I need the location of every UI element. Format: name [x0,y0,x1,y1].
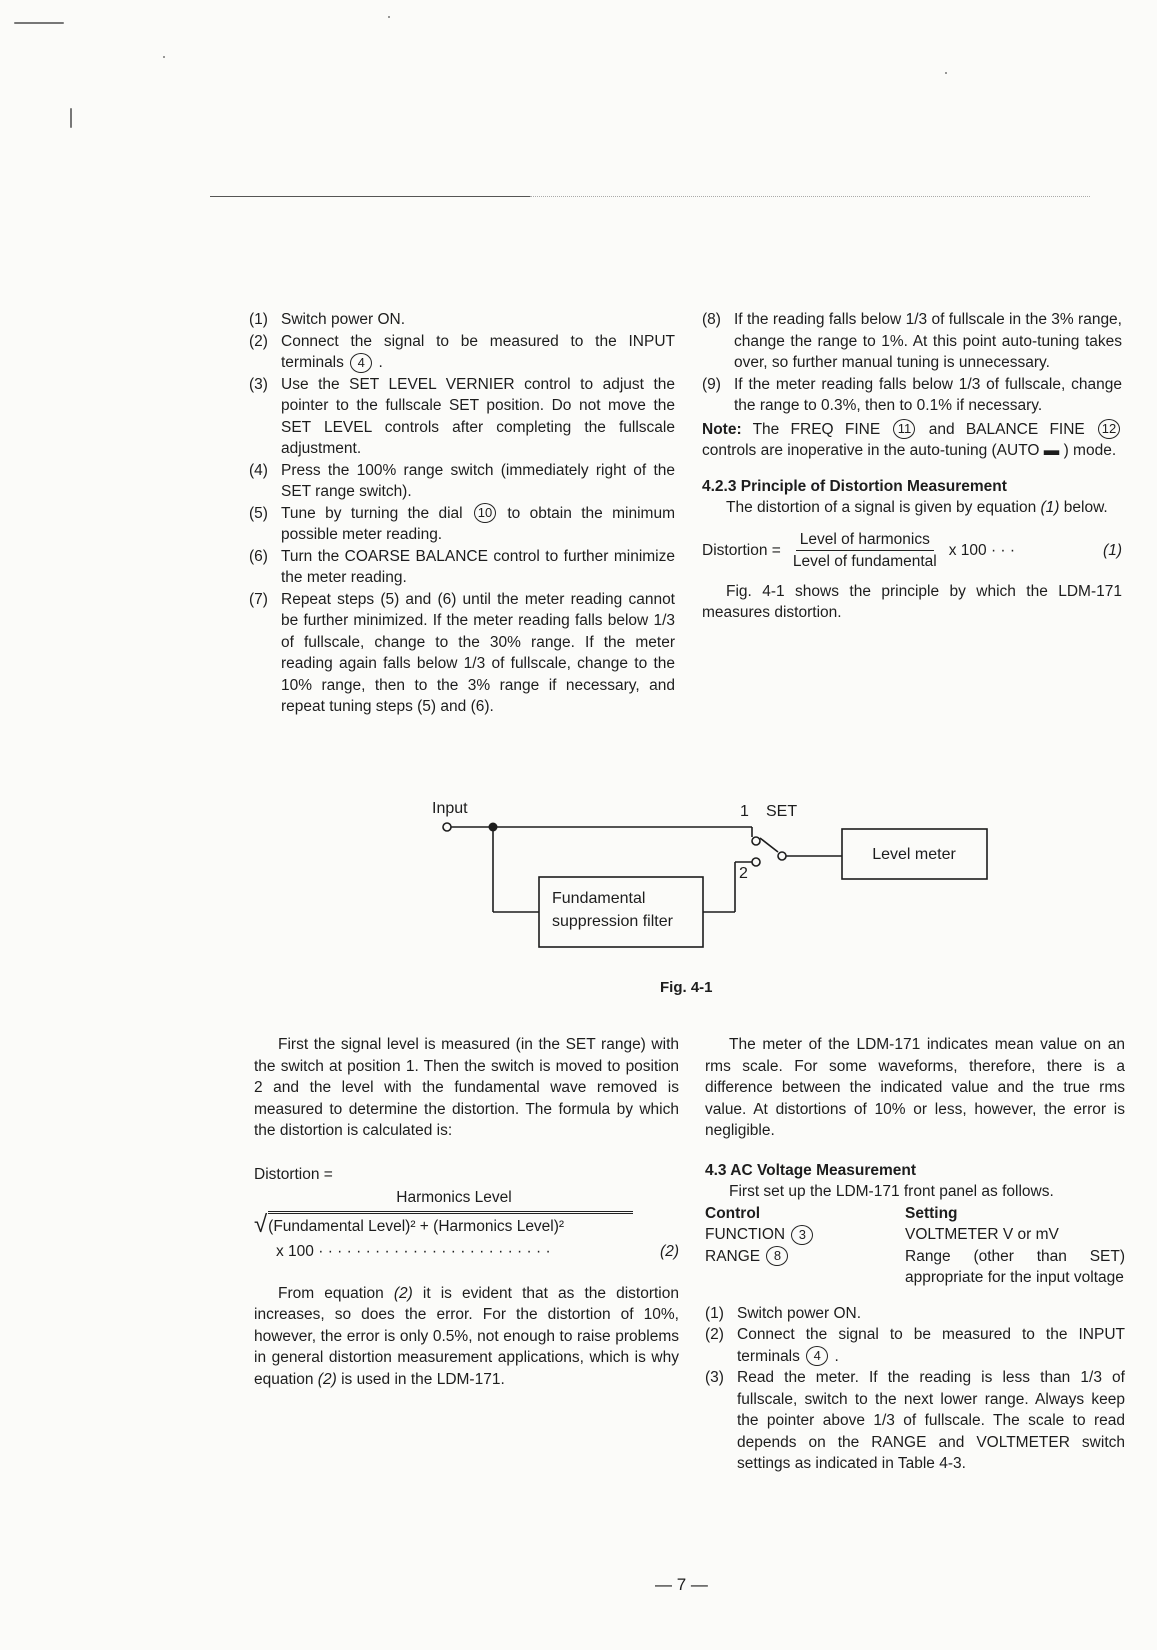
switch-position-2-label: 2 [739,865,748,882]
paragraph-text: it is evident that as the distortion increases, so does the error. For the distortion of 10%, however, the error is only 0.5%, not enough to raise problems in general distortion measurement applications, which is why equation [254,1284,679,1388]
step-number: (1) [705,1304,724,1322]
paragraph [254,1283,679,1391]
step-number: (3) [705,1369,724,1386]
step-text: Switch power ON. [737,1304,862,1322]
step-number: (7) [249,590,268,608]
note-label: Note: [702,420,742,438]
step-text: Switch power ON. [281,311,406,328]
input-terminal [443,823,451,831]
section-intro-text: The distortion of a signal is given by equation [726,499,1037,516]
text-column-bottom-left [254,1034,679,1390]
level-meter-label: Level meter [872,846,956,863]
section-intro-text: below. [1063,499,1108,516]
equation-numerator: Level of harmonics [796,529,934,552]
equation-denominator-row [254,1211,679,1238]
step-text-part: Connect the signal to be measured to the INPUT terminals [737,1326,1125,1365]
callout-circle: 3 [791,1225,813,1245]
page-number: — 7 — [655,1575,708,1594]
step-number: (1) [249,311,268,328]
step-text: Turn the COARSE BALANCE control to further minimize the meter reading. [281,547,675,586]
switch-position-1-label: 1 [740,803,749,820]
switch-lever [760,838,778,852]
callout-circle: 8 [766,1246,788,1266]
step-number: (5) [249,504,268,522]
equation-number: (2) [660,1243,679,1260]
note-text: ) mode. [1063,442,1117,459]
step-text: Read the meter. If the reading is less than 1/3 of fullscale, switch to the next lower range. Always keep the pointer above 1/3 of fullscale. The scale to read depends on the RANGE and VOLTMETER switch settings as indicated in Table 4-3. [737,1369,1125,1472]
callout-circle: 4 [350,353,372,373]
step-number: (8) [702,311,721,328]
table-header-control: Control [705,1204,761,1222]
table-cell-setting: VOLTMETER V or mV [905,1226,1059,1243]
sqrt-icon: √ [254,1211,268,1238]
step-item [705,1303,1125,1325]
auto-mode-icon: ▬ [1043,442,1060,459]
table-cell-control [705,1224,905,1246]
equation-lhs: Distortion = [254,1165,333,1183]
control-name: FUNCTION [705,1226,786,1243]
switch-common [778,852,786,860]
switch-contact-1 [752,837,760,845]
step-text: Repeat steps (5) and (6) until the meter reading cannot be further minimized. If the meter reading falls below 1/3 of fullscale, change to the 30% range. If the meter reading again falls below 1/3 of fullscale, change to the 10% range, then to the 3% range if necessary, and repeat tuning steps (5) and (6). [281,590,675,715]
note-text: and BALANCE FINE [928,420,1085,438]
section-heading: 4.2.3 Principle of Distortion Measurement [702,477,1007,495]
step-text: If the meter reading falls below 1/3 of fullscale, change the range to 0.3%, then to 0.1% if necessary. [734,375,1122,414]
equation-number: (1) [1103,541,1122,559]
step-text-part: . [378,354,383,371]
equation-tail: x 100 · · · [948,541,1016,559]
table-cell-setting: Range (other than SET) appropriate for the input voltage [905,1247,1125,1286]
equation-2 [254,1164,679,1263]
step-number: (3) [249,375,268,393]
section-intro: First set up the LDM-171 front panel as follows. [729,1183,1054,1200]
section-heading: 4.3 AC Voltage Measurement [705,1161,917,1179]
step-text: Use the SET LEVEL VERNIER control to adjust the pointer to the fullscale SET position. Do not move the SET LEVEL controls after completing the fullscale adjustment. [281,375,675,457]
set-label: SET [766,803,798,820]
step-number: (9) [702,375,721,393]
filter-label-line2: suppression filter [552,913,673,930]
switch-contact-2 [752,858,760,866]
note-text: The FREQ FINE [752,420,881,438]
step-text [737,1324,1125,1367]
table-cell-control [705,1246,905,1289]
table-header-setting: Setting [905,1204,958,1222]
control-name: RANGE [705,1247,761,1265]
step-text-part: to obtain the minimum possible meter reading. [281,504,675,543]
equation-lhs: Distortion = [702,541,781,559]
callout-circle: 11 [893,419,915,439]
callout-circle: 10 [474,503,496,523]
paragraph: First the signal level is measured (in the SET range) with the switch at position 1. Then the switch is moved to position 2 and the level with the fundamental wave removed is measured to determine the distortion. The formula by which the distortion is calculated is: [254,1036,679,1139]
steps-list [705,1303,1125,1475]
step-number: (2) [249,332,268,350]
paragraph: The meter of the LDM-171 indicates mean value on an rms scale. For some waveforms, therefore, there is a difference between the indicated value and the true rms value. At distortions of 10% or less, however, the error is negligible. [705,1036,1125,1139]
paragraph-text: is used in the LDM-171. [341,1370,505,1388]
step-text-part: Connect the signal to be measured to the INPUT terminals [281,332,675,371]
step-text-part: Tune by turning the dial [281,504,463,522]
callout-circle: 4 [806,1346,828,1366]
step-number: (6) [249,547,268,565]
step-text-part: . [834,1347,839,1365]
step-item [705,1324,1125,1367]
filter-label-line1: Fundamental [552,890,646,907]
filter-box [539,877,703,947]
control-settings-table [705,1203,1125,1289]
text-column-bottom-right [705,1034,1125,1475]
equation-reference: (1) [1040,499,1060,516]
junction-dot [489,823,498,832]
equation-denominator: (Fundamental Level)² + (Harmonics Level)² [268,1211,633,1238]
fig-intro: Fig. 4-1 shows the principle by which the LDM-171 measures distortion. [702,582,1122,621]
step-text: Press the 100% range switch (immediately right of the SET range switch). [281,461,675,500]
equation-tail-row [254,1241,679,1263]
input-label: Input [432,800,468,817]
step-number: (2) [705,1326,724,1343]
equation-denominator: Level of fundamental [792,553,937,570]
step-text: If the reading falls below 1/3 of fullscale in the 3% range, change the range to 1%. At this point auto-tuning takes over, so further manual tuning is unnecessary. [734,311,1122,371]
step-number: (4) [249,461,268,479]
figure-caption: Fig. 4-1 [660,979,713,996]
step-item [705,1367,1125,1475]
paragraph-text: From equation [278,1284,384,1302]
note-text: controls are inoperative in the auto-tuning (AUTO [702,442,1040,459]
equation-tail: x 100 · · · · · · · · · · · · · · · · · · · · · · · · · [276,1243,551,1260]
equation-numerator: Harmonics Level [396,1189,512,1206]
equation-reference: (2) [317,1370,337,1388]
equation-reference: (2) [393,1284,413,1302]
callout-circle: 12 [1098,419,1120,439]
